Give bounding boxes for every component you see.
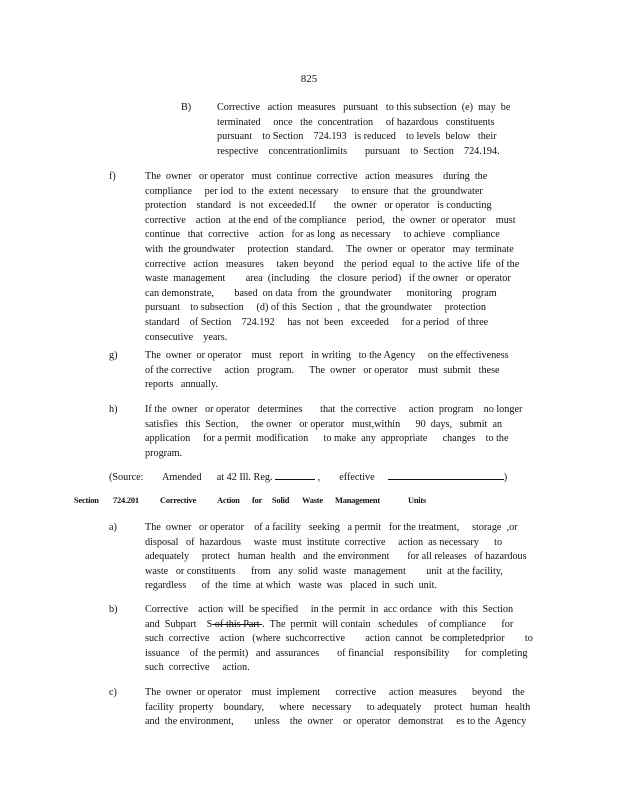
item-c-label: c)	[109, 687, 117, 698]
text-line: of the corrective action program. The owner or operator must submit these	[145, 364, 500, 376]
text-line: corrective action measures taken beyond the period equal to the active life of the	[145, 258, 520, 270]
text-line: program.	[145, 447, 183, 459]
item-b-text	[145, 603, 535, 676]
source-register: at 42 Ill. Reg.	[216, 472, 273, 483]
section-title-word: Solid	[272, 496, 290, 505]
register-page-blank	[275, 470, 315, 480]
text-line: The owner or operator must report in writing to the Agency on the effectiveness	[145, 350, 509, 361]
text-line: continue that corrective action for as long as necessary to achieve compliance	[145, 229, 500, 241]
text-line: The owner or operator of a facility seeking a permit for the treatment, storage ,or	[145, 522, 518, 533]
text-line: such corrective action.	[145, 662, 250, 674]
section-title-word: Units	[408, 496, 427, 505]
item-a-label: a)	[109, 522, 117, 533]
text-line: issuance of the permit) and assurances of financial responsibility for completing	[145, 647, 528, 659]
struck-text: of this Part	[212, 618, 263, 630]
text-line: If the owner or operator determines that the corrective action program no longer	[145, 404, 523, 415]
section-title-word: for	[252, 496, 263, 505]
text-line: application for a permit modification to make any appropriate changes to the	[145, 433, 509, 445]
text-line: standard of Section 724.192 has not been exceeded for a period of three	[145, 316, 489, 328]
item-g-label: g)	[109, 350, 118, 361]
page-number: 825	[300, 73, 318, 85]
text-line: reports annually.	[145, 379, 218, 391]
section-title-word: Corrective	[160, 496, 196, 505]
section-title-word: Management	[335, 496, 380, 505]
text-line	[145, 618, 535, 633]
item-h-text	[145, 403, 535, 461]
text-line: waste management area (including the closure period) if the owner or operator	[145, 273, 511, 285]
source-amended: Amended	[162, 472, 202, 483]
item-f-text	[145, 170, 535, 345]
text-line: pursuant to Section 724.193 is reduced to levels below their	[217, 131, 497, 143]
text-line: waste or constituents from any solid waste management unit at the facility,	[145, 565, 503, 577]
text-line: pursuant to subsection (d) of this Section , that the groundwater protection	[145, 302, 486, 314]
text-line: Corrective action measures pursuant to this subsection (e) may be	[217, 102, 511, 113]
item-c-text	[145, 686, 535, 730]
item-a-text	[145, 521, 535, 594]
item-h-label: h)	[109, 404, 118, 415]
effective-date-blank	[388, 470, 504, 480]
text-line: regardless of the time at which waste was placed in such unit.	[145, 580, 437, 592]
text-line: The owner or operator must implement corrective action measures beyond the	[145, 687, 525, 698]
text-line: can demonstrate, based on data from the groundwater monitoring program	[145, 287, 497, 299]
text-fragment: . The permit will contain schedules of compliance for	[262, 618, 514, 630]
item-b-upper-text	[217, 101, 533, 159]
text-line: protection standard is not exceeded.If the owner or operator is conducting	[145, 200, 492, 212]
text-line: adequately protect human health and the environment for all releases of hazardous	[145, 551, 527, 563]
text-line: with the groundwater protection standard. The owner or operator may terminate	[145, 243, 514, 255]
source-effective: effective	[339, 472, 375, 483]
item-f-label: f)	[109, 171, 116, 182]
text-line: Corrective action will be specified in the permit in acc ordance with this Section	[145, 604, 514, 615]
text-line: disposal of hazardous waste must institute corrective action as necessary to	[145, 536, 503, 548]
text-line: and the environment, unless the owner or operator demonstrat es to the Agency	[145, 716, 527, 728]
item-g-text	[145, 349, 535, 393]
text-line: terminated once the concentration of hazardous constituents	[217, 116, 495, 128]
text-line: satisfies this Section, the owner or operator must,within 90 days, submit an	[145, 418, 503, 430]
text-line: The owner or operator must continue corrective action measures during the	[145, 171, 488, 182]
item-b-label: b)	[109, 604, 118, 615]
section-word: Section	[74, 496, 99, 505]
text-line: facility property boundary, where necessary to adequately protect human health	[145, 701, 531, 713]
text-line: corrective action at the end of the compliance period, the owner or operator must	[145, 214, 516, 226]
text-line: compliance per iod to the extent necessary to ensure that the groundwater	[145, 185, 483, 197]
text-fragment: and Subpart S	[145, 618, 213, 630]
text-line: respective concentrationlimits pursuant to Section 724.194.	[217, 145, 500, 157]
text-line: consecutive years.	[145, 331, 228, 343]
section-title-word: Waste	[302, 496, 323, 505]
source-prefix: (Source:	[109, 472, 144, 483]
item-b-upper-label: B)	[181, 102, 192, 113]
source-note: (Source: Amended at 42 Ill. Reg. , effective )	[109, 472, 508, 483]
section-title-word: Action	[217, 496, 240, 505]
section-number: 724.201	[113, 496, 139, 505]
text-line: such corrective action (where suchcorrective action cannot be completedprior to	[145, 633, 533, 645]
source-close: )	[503, 472, 508, 483]
